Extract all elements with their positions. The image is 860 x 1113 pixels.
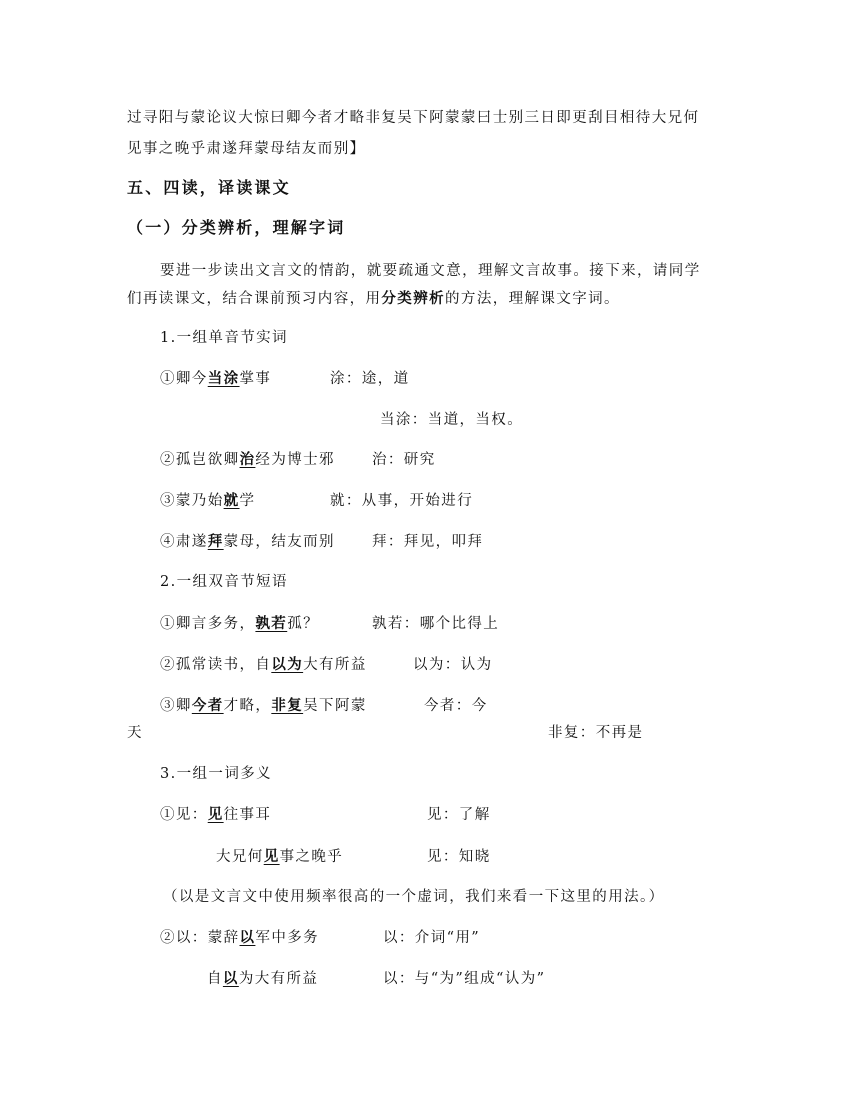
intro-text: 的方法，理解课文字词。 — [445, 291, 620, 307]
key-word: 当涂 — [207, 370, 240, 387]
sentence-text: 学 — [239, 493, 256, 509]
gloss: 见：知晓 — [427, 849, 491, 865]
gloss: 非复：不再是 — [548, 725, 644, 741]
example-sentence — [160, 450, 335, 470]
key-word: 拜 — [207, 533, 224, 550]
paragraph-line: 过寻阳与蒙论议大惊曰卿今者才略非复吴下阿蒙蒙曰士别三日即更刮目相待大兄何 — [127, 110, 700, 126]
sentence-text: 往事耳 — [223, 807, 272, 823]
intro-line — [127, 289, 620, 309]
key-word: 就 — [223, 492, 240, 509]
sentence-text: 经为博士邪 — [255, 452, 335, 468]
gloss: 以：介词“用” — [383, 930, 481, 946]
example-sentence — [207, 969, 318, 989]
example-sentence — [160, 491, 255, 511]
section-heading: 五、四读，译读课文 — [127, 178, 291, 197]
sentence-text: 蒙辞 — [207, 930, 240, 946]
sentence-text: 为大有所益 — [238, 971, 319, 987]
example-sentence — [216, 847, 343, 867]
sentence-text: 孤岂欲卿 — [175, 452, 240, 468]
sentence-text: 大兄何 — [216, 849, 264, 865]
example-sentence — [160, 532, 335, 552]
item-number: ① — [160, 371, 176, 387]
sentence-text: 才略， — [223, 698, 272, 714]
gloss: 见：了解 — [427, 807, 491, 823]
sentence-text: 掌事 — [239, 371, 272, 387]
gloss: 拜：拜见，叩拜 — [372, 534, 484, 550]
intro-text: 们再读课文，结合课前预习内容，用 — [127, 291, 382, 307]
sentence-text: 卿言多务， — [175, 616, 256, 632]
gloss: 以：与“为”组成“认为” — [383, 971, 546, 987]
gloss: 当涂：当道，当权。 — [380, 412, 524, 428]
item-number: ③ — [160, 493, 176, 509]
gloss: 以为：认为 — [413, 657, 493, 673]
key-word: 非复 — [271, 697, 304, 714]
example-sentence — [160, 805, 271, 825]
gloss: 治：研究 — [372, 452, 436, 468]
key-word: 见 — [263, 848, 280, 865]
sentence-text: 卿今 — [175, 371, 208, 387]
sentence-text: 事之晚乎 — [279, 849, 344, 865]
example-sentence — [160, 614, 319, 634]
item-number: ③ — [160, 698, 176, 714]
sentence-text: 大有所益 — [303, 657, 367, 673]
example-sentence — [160, 928, 319, 948]
sentence-text: 孤？ — [287, 616, 320, 632]
sentence-text: 卿 — [175, 698, 192, 714]
item-number: ④ — [160, 534, 176, 550]
gloss: 涂：途，道 — [330, 371, 410, 387]
key-word: 今者 — [191, 697, 224, 714]
subsection-heading: （一）分类辨析，理解字词 — [127, 218, 346, 237]
sentence-text: 蒙母，结友而别 — [223, 534, 335, 550]
group-title: 2.一组双音节短语 — [160, 574, 288, 590]
sentence-text: 孤常读书，自 — [175, 657, 272, 673]
sentence-text: 军中多务 — [255, 930, 320, 946]
item-number: ② — [160, 657, 176, 673]
key-word: 以 — [222, 970, 239, 987]
item-number: ①见： — [160, 807, 208, 823]
group-title: 3.一组一词多义 — [160, 766, 273, 782]
gloss: 今者：今 — [424, 698, 488, 714]
gloss: 就：从事，开始进行 — [330, 493, 474, 509]
gloss-wrap: 天 — [127, 725, 143, 741]
sentence-text: 肃遂 — [175, 534, 208, 550]
item-number: ② — [160, 452, 176, 468]
sentence-text: 自 — [207, 971, 223, 987]
sentence-text: 蒙乃始 — [175, 493, 224, 509]
sentence-text: 吴下阿蒙 — [303, 698, 367, 714]
example-sentence — [160, 696, 367, 716]
paragraph-line: 见事之晚乎肃遂拜蒙母结友而别】 — [127, 141, 366, 157]
emphasis-text: 分类辨析 — [381, 290, 446, 307]
gloss: 孰若：哪个比得上 — [372, 616, 500, 632]
key-word: 以为 — [271, 656, 304, 673]
key-word: 见 — [207, 806, 224, 823]
key-word: 以 — [239, 929, 256, 946]
item-number: ① — [160, 616, 176, 632]
intro-line: 要进一步读出文言文的情韵，就要疏通文意，理解文言故事。接下来，请同学 — [160, 263, 701, 279]
example-sentence — [160, 369, 271, 389]
example-sentence — [160, 655, 367, 675]
group-title: 1.一组单音节实词 — [160, 330, 288, 346]
key-word: 孰若 — [255, 615, 288, 632]
note-text: （以是文言文中使用频率很高的一个虚词，我们来看一下这里的用法。） — [163, 889, 665, 905]
item-number: ②以： — [160, 930, 208, 946]
key-word: 治 — [239, 451, 256, 468]
